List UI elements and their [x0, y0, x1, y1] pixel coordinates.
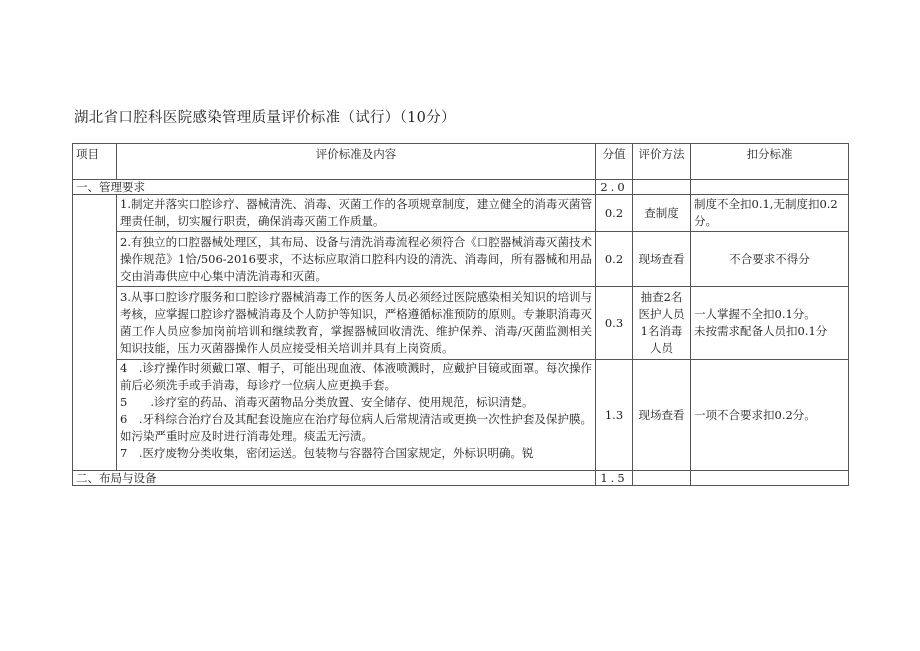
criteria-text: 2.有独立的口腔器械处理区，其布局、设备与清洗消毒流程必须符合《口腔器械消毒灭菌技术操作规范》1恰/506-2016要求，不达标应取消口腔科内设的清洗、消毒间，所有器械和用品交由消毒供应中心集中清洗消毒和灭菌。: [117, 232, 596, 287]
table-row: [73, 287, 849, 360]
row-score: 0.2: [596, 232, 633, 287]
criteria-line: 4 .诊疗操作时须戴口罩、帽子，可能出现血液、体液喷溅时，应戴护目镜或面罩。每次操作前后必须洗手或手消毒，每诊疗一位病人应更换手套。: [120, 361, 592, 392]
section-label: 二、布局与设备: [73, 471, 596, 486]
criteria-line: 7 .医疗废物分类收集，密闭运送。包装物与容器符合国家规定，外标识明确。锐: [120, 446, 534, 460]
row-method: 抽查2名医护人员1名消毒人员: [633, 287, 691, 360]
section-score: 2.0: [596, 180, 633, 195]
section-row-layout: [73, 471, 849, 486]
row-score: 0.2: [596, 195, 633, 232]
section-row-management: [73, 180, 849, 195]
criteria-line: 6 .牙科综合治疗台及其配套设施应在治疗每位病人后常规清洁或更换一次性护套及保护膜。如污染严重时应及时进行消毒处理。痰盂无污渍。: [120, 412, 592, 443]
row-deduction: 不合要求不得分: [691, 232, 849, 287]
item-cell-empty: [73, 195, 117, 471]
table-row: [73, 360, 849, 471]
header-score: 分值: [596, 144, 633, 180]
table-row: [73, 232, 849, 287]
row-score: 0.3: [596, 287, 633, 360]
section-score: 1.5: [596, 471, 633, 486]
row-score: 1.3: [596, 360, 633, 471]
row-method: 查制度: [633, 195, 691, 232]
document-title: 湖北省口腔科医院感染管理质量评价标准（试行）（10分）: [74, 110, 456, 126]
table-header-row: [73, 144, 849, 180]
criteria-text: [117, 360, 596, 471]
deduction-line: 未按需求配备人员扣0.1分: [694, 324, 828, 338]
row-deduction: 一项不合要求扣0.2分。: [691, 360, 849, 471]
header-method: 评价方法: [633, 144, 691, 180]
criteria-line: 5 .诊疗室的药品、消毒灭菌物品分类放置、安全储存、使用规范，标识清楚。: [120, 395, 534, 409]
row-method: 现场查看: [633, 360, 691, 471]
evaluation-table: [72, 143, 849, 486]
table-row: [73, 195, 849, 232]
criteria-text: 3.从事口腔诊疗服务和口腔诊疗器械消毒工作的医务人员必须经过医院感染相关知识的培训与考核，应掌握口腔诊疗器械消毒及个人防护等知识，严格遵循标准预防的原则。专兼职消毒灭菌工作人员应参加岗前培训和继续教育，掌握器械回收清洗、维护保养、消毒/灭菌监测相关知识技能，压力灭菌器操作人员应接受相关培训并具有上岗资质。: [117, 287, 596, 360]
row-deduction: [691, 287, 849, 360]
header-item: 项目: [73, 144, 117, 180]
header-deduction: 扣分标准: [691, 144, 849, 180]
header-criteria: 评价标准及内容: [117, 144, 596, 180]
row-deduction: 制度不全扣0.1,无制度扣0.2分。: [691, 195, 849, 232]
criteria-text: 1.制定并落实口腔诊疗、器械清洗、消毒、灭菌工作的各项规章制度，建立健全的消毒灭菌管理责任制，切实履行职责，确保消毒灭菌工作质量。: [117, 195, 596, 232]
section-label: 一、管理要求: [73, 180, 596, 195]
row-method: 现场查看: [633, 232, 691, 287]
deduction-line: 一人掌握不全扣0.1分。: [694, 307, 816, 321]
